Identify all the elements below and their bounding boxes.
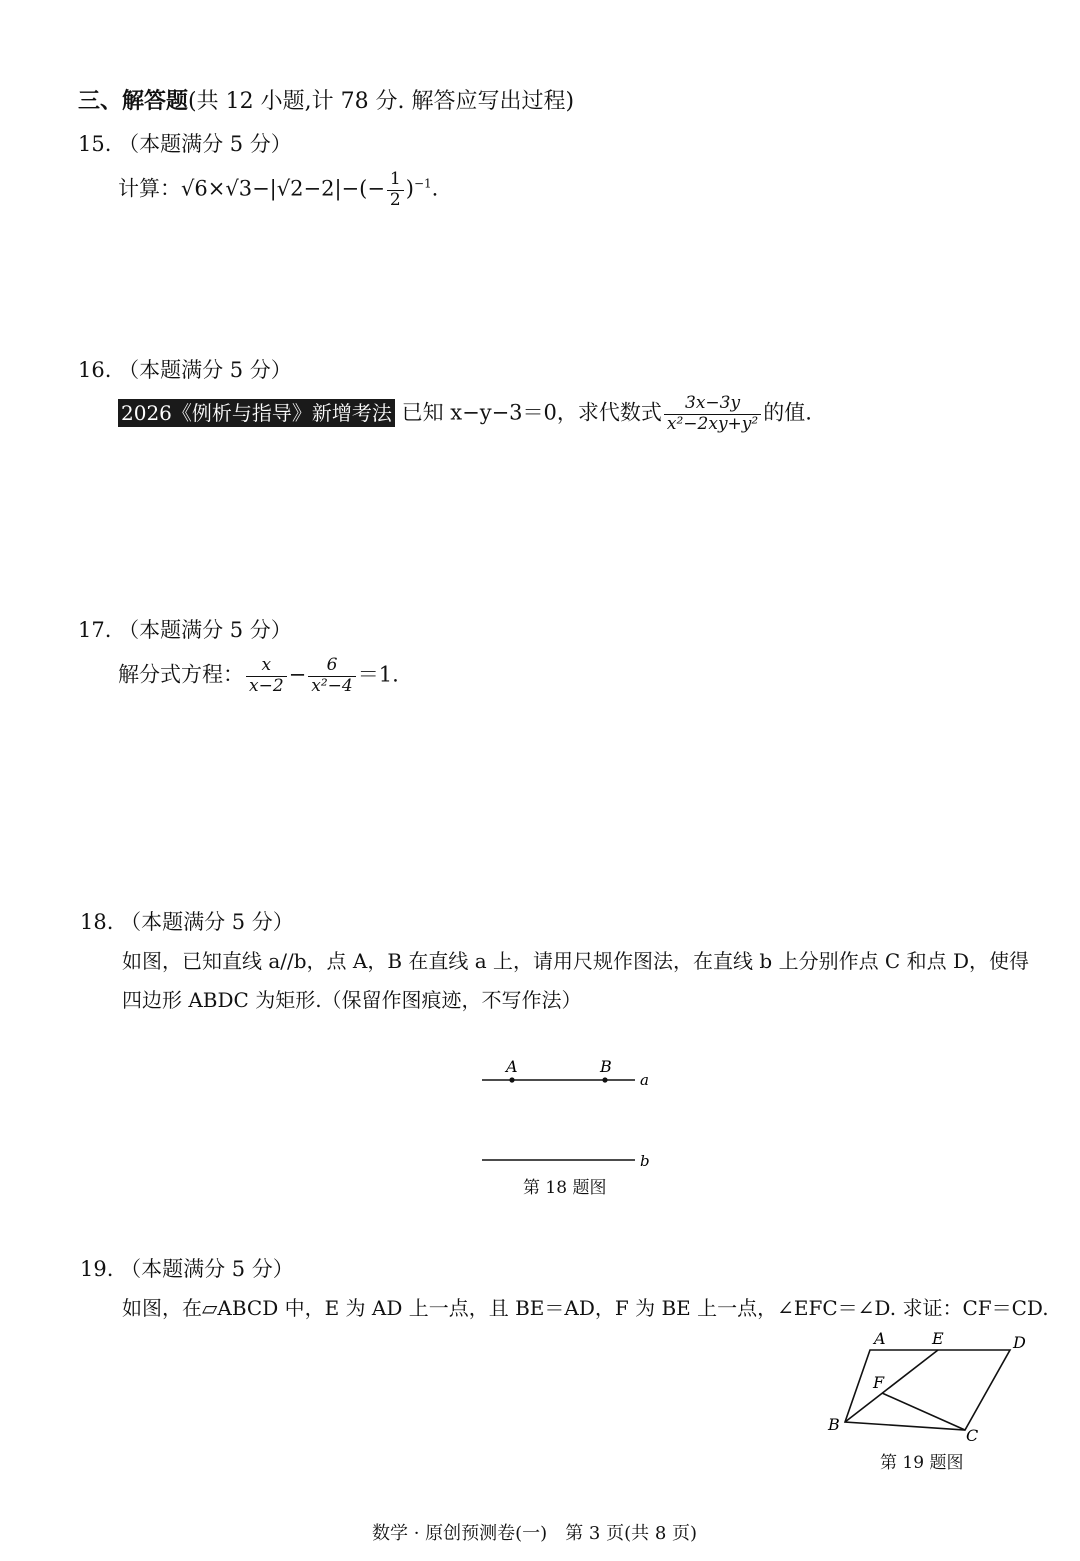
q16-fraction <box>664 394 761 434</box>
q18-header: 18. （本题满分 5 分） <box>80 910 294 934</box>
label-C: C <box>966 1426 979 1442</box>
q19-line-1: 如图，在▱ABCD 中，E 为 AD 上一点，且 BE＝AD，F 为 BE 上一点，∠EFC＝∠D. 求证：CF＝CD. <box>122 1296 1049 1320</box>
q18-line-1: 如图，已知直线 a//b，点 A，B 在直线 a 上，请用尺规作图法，在直线 b 上分别作点 C 和点 D，使得 <box>122 949 1029 973</box>
page-footer: 数学 · 原创预测卷(一) 第 3 页(共 8 页) <box>372 1523 698 1544</box>
q15-close-paren: ) <box>405 176 414 201</box>
q17-header: 17. （本题满分 5 分） <box>78 618 292 642</box>
q16-frac-num: 3x−3y <box>664 394 761 415</box>
parallelogram-ABCD <box>845 1350 1010 1430</box>
q15-exponent: −1 <box>413 176 432 191</box>
q15-fraction <box>387 170 404 210</box>
q16-header: 16. （本题满分 5 分） <box>78 358 292 382</box>
q17-prefix: 解分式方程： <box>118 662 244 687</box>
q17-minus: − <box>288 662 307 687</box>
q17-f2-num: 6 <box>308 656 355 677</box>
label-B: B <box>600 1057 612 1076</box>
q19-caption: 第 19 题图 <box>880 1453 964 1473</box>
label-A: A <box>874 1329 886 1348</box>
point-B <box>602 1077 607 1082</box>
q16-new-tag-badge: 2026《例析与指导》新增考法 <box>118 399 395 427</box>
q17-f1-num: x <box>246 656 287 677</box>
q16-text-given: 已知 x−y−3＝0，求代数式 <box>401 400 662 425</box>
q15-body <box>118 170 438 210</box>
q16-text-end: 的值. <box>763 400 812 425</box>
q17-fraction-1 <box>246 656 287 696</box>
section-title-main: 三、解答题 <box>78 88 189 114</box>
q15-end: . <box>431 176 439 201</box>
q18-caption: 第 18 题图 <box>523 1178 607 1198</box>
q19-header: 19. （本题满分 5 分） <box>80 1257 294 1281</box>
label-a: a <box>640 1071 649 1089</box>
q17-f2-den: x²−4 <box>311 675 353 696</box>
q19-figure <box>820 1322 1040 1442</box>
label-B: B <box>828 1415 840 1434</box>
q16-frac-den: x²−2xy+y² <box>666 413 759 434</box>
label-D: D <box>1013 1333 1026 1352</box>
label-A: A <box>506 1057 518 1076</box>
q18-figure <box>470 1050 670 1180</box>
section-title <box>78 84 574 115</box>
label-b: b <box>640 1152 650 1170</box>
q15-frac-num: 1 <box>387 170 404 191</box>
label-E: E <box>932 1329 944 1348</box>
q17-f1-den: x−2 <box>249 675 284 696</box>
q17-body <box>118 656 399 696</box>
segment-FC <box>882 1393 965 1430</box>
q18-line-2: 四边形 ABDC 为矩形.（保留作图痕迹，不写作法） <box>122 988 582 1012</box>
q15-expression: √6×√3−|√2−2|−(− <box>181 176 385 201</box>
section-title-detail: (共 12 小题,计 78 分. 解答应写出过程) <box>188 89 575 114</box>
point-A <box>509 1077 514 1082</box>
q16-body <box>118 394 812 434</box>
q15-frac-den: 2 <box>389 189 401 210</box>
q15-header: 15. （本题满分 5 分） <box>78 132 292 156</box>
q17-fraction-2 <box>308 656 355 696</box>
q15-prefix: 计算： <box>118 176 181 201</box>
label-F: F <box>873 1373 885 1392</box>
q17-rhs: ＝1. <box>357 662 399 687</box>
